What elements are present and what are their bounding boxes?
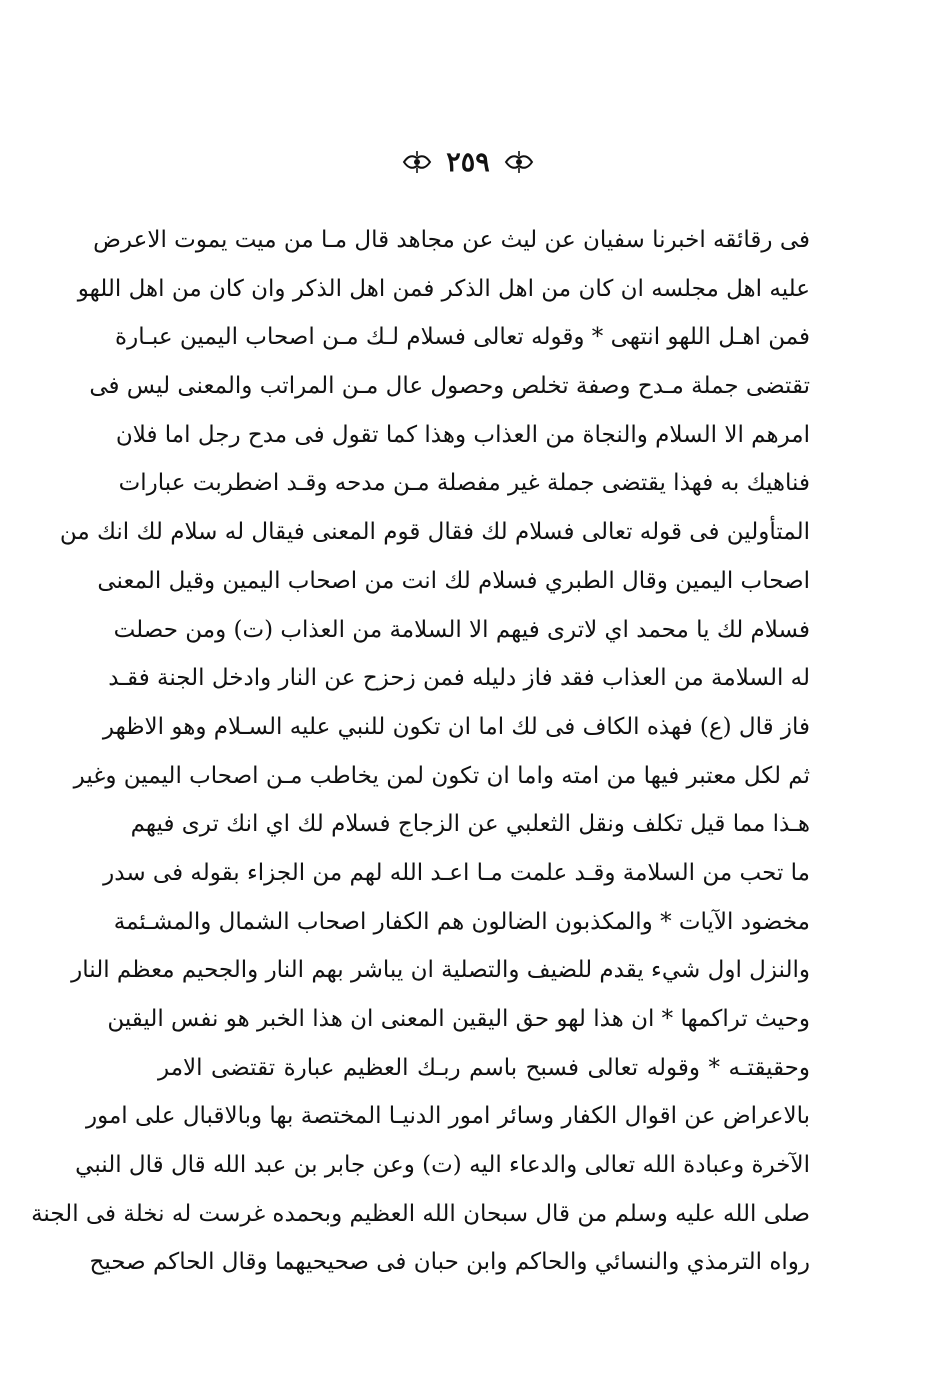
text-line: والنزل اول شيء يقدم للضيف والتصلية ان يباشر بهم النار والجحيم معظم النار xyxy=(71,957,810,984)
text-line: عليه اهل مجلسه ان كان من اهل الذكر فمن اهل الذكر وان كان من اهل اللهو xyxy=(77,275,810,302)
text-line: له السلامة من العذاب فقد فاز دليله فمن زحزح عن النار وادخل الجنة فقـد xyxy=(108,665,810,692)
floral-ornament-icon xyxy=(504,147,534,177)
text-line: الآخرة وعبادة الله تعالى والدعاء اليه (ت) وعن جابر بن عبد الله قال قال النبي xyxy=(75,1152,810,1179)
text-line: ثم لكل معتبر فيها من امته واما ان تكون لمن يخاطب مـن اصحاب اليمين وغير xyxy=(73,762,810,789)
page-body-text xyxy=(31,216,810,1287)
text-line: امرهم الا السلام والنجاة من العذاب وهذا كما تقول فى مدح رجل اما فلان xyxy=(115,421,810,448)
text-line: صلى الله عليه وسلم من قال سبحان الله العظيم وبحمده غرست له نخلة فى الجنة xyxy=(31,1200,810,1227)
page-header xyxy=(0,140,936,184)
page-number: ٢٥٩ xyxy=(446,146,490,178)
text-line: فسلام لك يا محمد اي لاترى فيهم الا السلامة من العذاب (ت) ومن حصلت xyxy=(113,616,810,643)
text-line: فمن اهـل اللهو انتهى * وقوله تعالى فسلام لـك مـن اصحاب اليمين عبـارة xyxy=(115,324,810,351)
text-line: المتأولين فى قوله تعالى فسلام لك فقال قوم المعنى فيقال له سلام لك انك من xyxy=(59,519,810,546)
text-line: وحيث تراكمها * ان هذا لهو حق اليقين المعنى ان هذا الخبر هو نفس اليقين xyxy=(107,1006,810,1032)
text-line: تقتضى جملة مـدح وصفة تخلص وحصول عال مـن المراتب والمعنى ليس فى xyxy=(89,373,810,400)
text-line: ما تحب من السلامة وقـد علمت مـا اعـد الله لهم من الجزاء بقوله فى سدر xyxy=(103,859,810,886)
text-line: رواه الترمذي والنسائي والحاكم وابن حبان فى صحيحيهما وقال الحاكم صحيح xyxy=(89,1249,810,1276)
text-line: فى رقائقه اخبرنا سفيان عن ليث عن مجاهد قال مـا من ميت يموت الاعرض xyxy=(93,227,810,253)
text-line: اصحاب اليمين وقال الطبري فسلام لك انت من اصحاب اليمين وقيل المعنى xyxy=(97,567,810,594)
text-line: وحقيقتـه * وقوله تعالى فسبح باسم ربـك العظيم عبارة تقتضى الامر xyxy=(158,1054,810,1081)
text-line: هـذا مما قيل تكلف ونقل الثعلبي عن الزجاج فسلام لك اي انك ترى فيهم xyxy=(130,811,810,838)
floral-ornament-icon xyxy=(402,147,432,177)
text-line: فاز قال (ع) فهذه الكاف فى لك اما ان تكون للنبي عليه السـلام وهو الاظهر xyxy=(102,713,810,740)
text-line: فناهيك به فهذا يقتضى جملة غير مفصلة مـن مدحه وقـد اضطربت عبارات xyxy=(118,470,810,497)
text-line: مخضود الآيات * والمكذبون الضالون هم الكفار اصحاب الشمال والمشـئمة xyxy=(113,908,810,935)
text-line: بالاعراض عن اقوال الكفار وسائر امور الدنيـا المختصة بها وبالاقبال على امور xyxy=(85,1103,810,1130)
